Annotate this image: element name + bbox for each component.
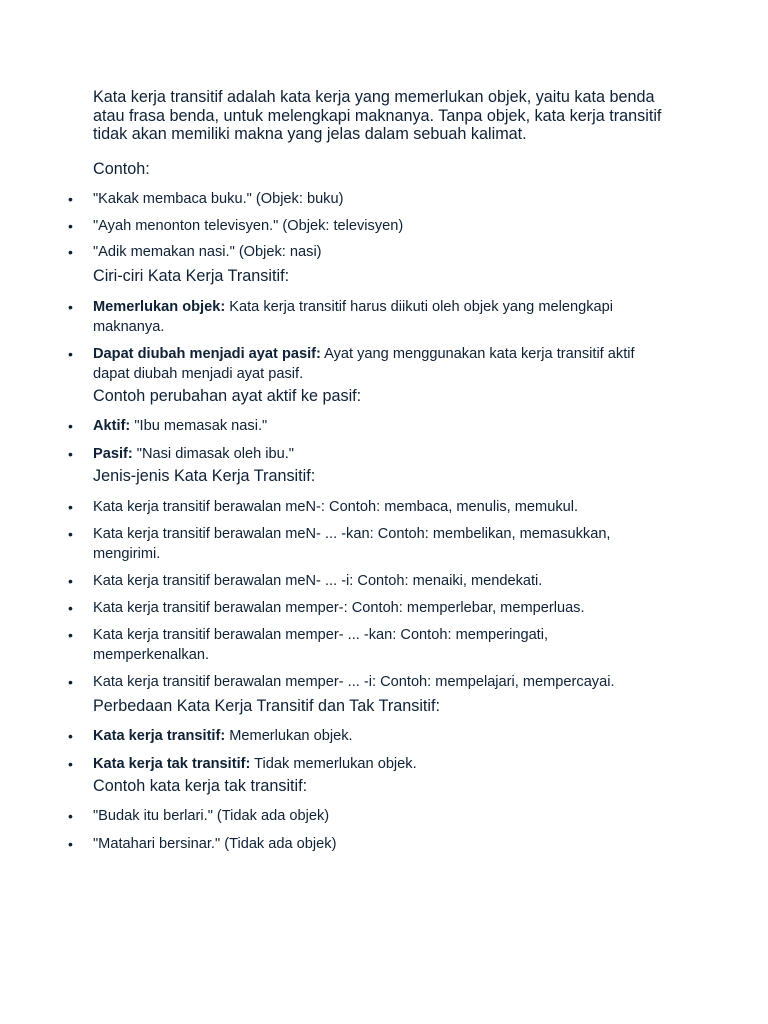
bullet-icon: • — [68, 499, 73, 515]
list-item: • "Budak itu berlari." (Tidak ada objek) — [68, 808, 330, 824]
list-tak-transitif — [0, 806, 768, 854]
bullet-icon: • — [68, 674, 73, 690]
list-item: • Kata kerja transitif: Memerlukan objek. — [68, 728, 353, 744]
list-item: • Dapat diubah menjadi ayat pasif: Ayat yang menggunakan kata kerja transitif aktif dapat diubah menjadi ayat pasif. — [68, 346, 635, 382]
heading-ciri-ciri: Ciri-ciri Kata Kerja Transitif: — [93, 267, 290, 285]
bullet-icon: • — [68, 418, 73, 434]
intro-paragraph: Kata kerja transitif adalah kata kerja yang memerlukan objek, yaitu kata benda atau frasa benda, untuk melengkapi maknanya. Tanpa objek, kata kerja transitif tidak akan memiliki makna yang jelas dalam sebuah kalimat. — [93, 88, 662, 143]
list-item: • Kata kerja transitif berawalan meN- ... -i: Contoh: menaiki, mendekati. — [68, 573, 543, 589]
bullet-icon: • — [68, 446, 73, 462]
list-ciri-ciri — [0, 297, 768, 384]
bullet-icon: • — [68, 299, 73, 315]
heading-tak-transitif: Contoh kata kerja tak transitif: — [93, 777, 308, 795]
bullet-icon: • — [68, 217, 73, 234]
list-jenis-jenis — [0, 497, 768, 692]
bullet-icon: • — [68, 573, 73, 589]
list-item: • Kata kerja transitif berawalan meN- ... -kan: Contoh: membelikan, memasukkan, mengirimi. — [68, 526, 611, 562]
bullet-icon: • — [68, 808, 73, 824]
list-item: • "Adik memakan nasi." (Objek: nasi) — [68, 244, 322, 260]
list-perubahan — [0, 416, 768, 464]
bullet-icon: • — [68, 244, 73, 260]
list-item: • Kata kerja transitif berawalan memper-: Contoh: memperlebar, memperluas. — [68, 600, 585, 616]
list-item: • "Kakak membaca buku." (Objek: buku) — [68, 191, 344, 207]
list-item: • Kata kerja transitif berawalan memper- ... -i: Contoh: mempelajari, mempercayai. — [68, 674, 615, 690]
list-item: • "Matahari bersinar." (Tidak ada objek) — [68, 836, 337, 852]
list-item: • Memerlukan objek: Kata kerja transitif harus diikuti oleh objek yang melengkapi maknanya. — [68, 299, 613, 335]
heading-contoh: Contoh: — [93, 160, 150, 178]
list-item: • Kata kerja transitif berawalan memper- ... -kan: Contoh: memperingati, memperkenalkan. — [68, 627, 549, 663]
bullet-icon: • — [68, 728, 73, 744]
list-item: • Kata kerja transitif berawalan meN-: Contoh: membaca, menulis, memukul. — [68, 499, 579, 515]
bullet-icon: • — [68, 346, 73, 362]
bullet-icon: • — [68, 526, 73, 542]
list-item: • "Ayah menonton televisyen." (Objek: televisyen) — [68, 217, 404, 234]
bullet-icon: • — [68, 627, 73, 643]
list-item: • Pasif: "Nasi dimasak oleh ibu." — [68, 446, 294, 462]
list-item: • Aktif: "Ibu memasak nasi." — [68, 418, 268, 434]
bullet-icon: • — [68, 600, 73, 616]
bullet-icon: • — [68, 191, 73, 207]
heading-jenis-jenis: Jenis-jenis Kata Kerja Transitif: — [93, 467, 316, 485]
bullet-icon: • — [68, 756, 73, 772]
list-contoh — [0, 189, 768, 262]
bullet-icon: • — [68, 836, 73, 852]
heading-perbedaan: Perbedaan Kata Kerja Transitif dan Tak Transitif: — [93, 697, 441, 715]
list-perbedaan — [0, 726, 768, 774]
list-item: • Kata kerja tak transitif: Tidak memerlukan objek. — [68, 756, 417, 772]
heading-perubahan: Contoh perubahan ayat aktif ke pasif: — [93, 387, 362, 405]
